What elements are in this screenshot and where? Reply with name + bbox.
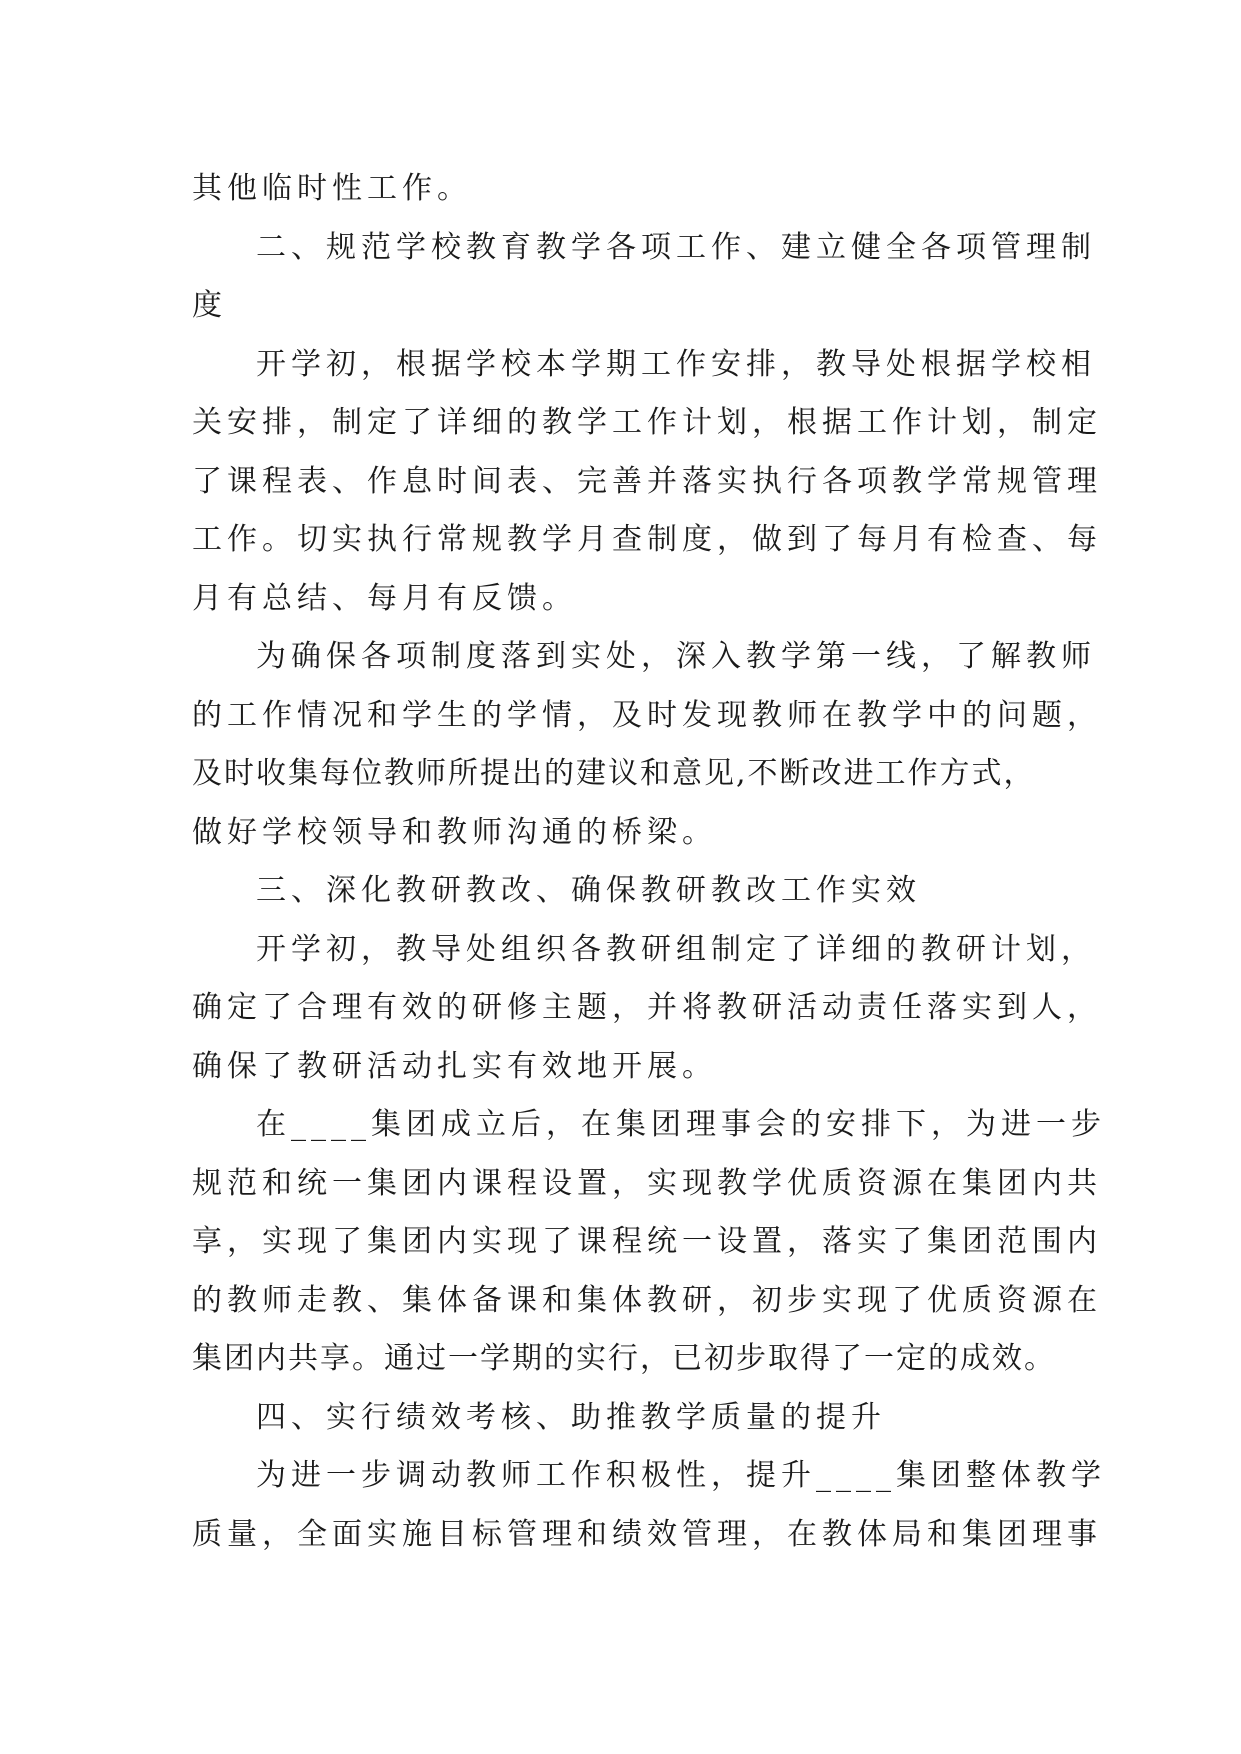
text-line: 为进一步调动教师工作积极性，提升____集团整体教学 [256,1458,1106,1493]
text-line: 其他临时性工作。 [192,171,472,206]
text-line: 集团内共享。通过一学期的实行，已初步取得了一定的成效。 [192,1341,1056,1376]
text-line: 为确保各项制度落到实处，深入教学第一线，了解教师 [256,639,1096,674]
text-line: 月有总结、每月有反馈。 [192,580,577,616]
text-line: 开学初，根据学校本学期工作安排，教导处根据学校相 [256,346,1096,382]
text-line: 确保了教研活动扎实有效地开展。 [192,1048,717,1084]
text-line: 工作。切实执行常规教学月查制度，做到了每月有检查、每 [192,522,1102,557]
text-line: 的工作情况和学生的学情，及时发现教师在教学中的问题， [192,697,1102,733]
text-line: 规范和统一集团内课程设置，实现教学优质资源在集团内共 [192,1165,1102,1201]
section-heading: 四、实行绩效考核、助推教学质量的提升 [256,1399,886,1435]
text-line: 享，实现了集团内实现了课程统一设置，落实了集团范围内 [192,1224,1102,1259]
text-line: 质量，全面实施目标管理和绩效管理，在教体局和集团理事 [192,1516,1102,1552]
document-body [192,160,1106,1564]
section-heading: 二、规范学校教育教学各项工作、建立健全各项管理制 [256,229,1096,265]
text-line: 确定了合理有效的研修主题，并将教研活动责任落实到人， [192,990,1102,1025]
text-line: 及时收集每位教师所提出的建议和意见,不断改进工作方式， [192,756,1036,791]
text-line: 关安排，制定了详细的教学工作计划，根据工作计划，制定 [192,405,1102,440]
text-line: 了课程表、作息时间表、完善并落实执行各项教学常规管理 [192,463,1102,499]
text-line: 在____集团成立后，在集团理事会的安排下，为进一步 [256,1107,1106,1142]
text-line: 开学初，教导处组织各教研组制定了详细的教研计划， [256,931,1096,967]
section-heading: 三、深化教研教改、确保教研教改工作实效 [256,873,921,908]
text-line: 做好学校领导和教师沟通的桥梁。 [192,814,717,850]
text-line: 度 [192,288,227,323]
text-line: 的教师走教、集体备课和集体教研，初步实现了优质资源在 [192,1282,1102,1318]
